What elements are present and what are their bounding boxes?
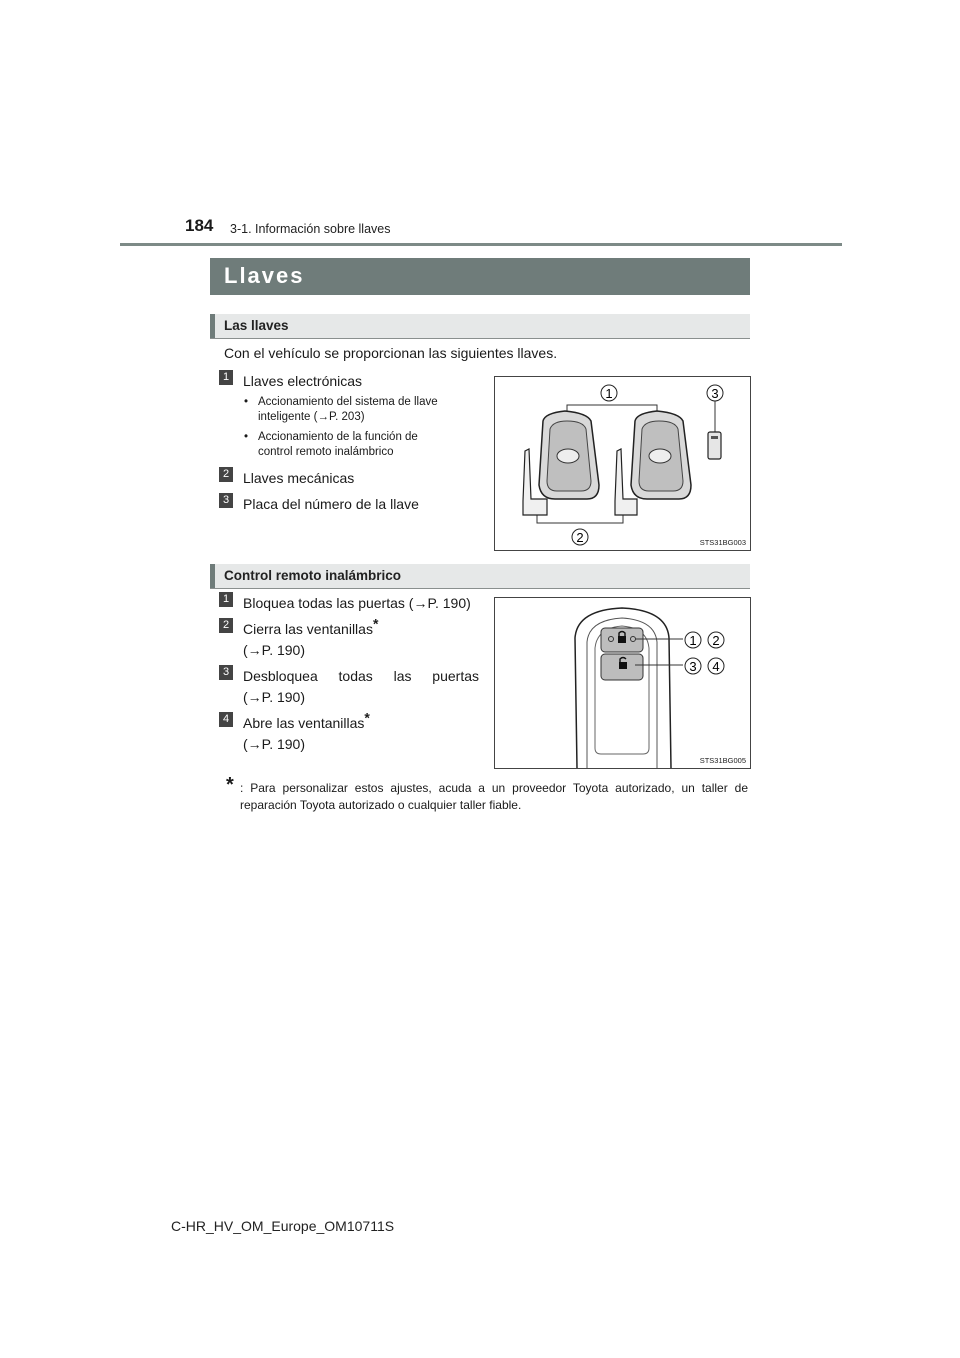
item-title: Llaves mecánicas <box>243 470 355 486</box>
item-text: Abre las ventanillas* <box>243 709 370 731</box>
page-number: 184 <box>185 216 214 235</box>
figure-label: 1 <box>689 633 697 648</box>
number-badge: 3 <box>219 493 233 508</box>
item-title: Placa del número de la llave <box>243 496 419 512</box>
footer-doc-id: C-HR_HV_OM_Europe_OM10711S <box>171 1218 395 1234</box>
remote-figure <box>494 597 751 769</box>
subheading-text: Control remoto inalámbrico <box>224 568 402 583</box>
figure-label: 2 <box>712 633 720 648</box>
bullet-dot-icon: • <box>244 431 249 443</box>
number-badge: 2 <box>219 467 233 482</box>
item-text: Bloquea todas las puertas (→P. 190) <box>243 595 471 611</box>
number-badge: 3 <box>219 665 233 680</box>
subheading-text: Las llaves <box>224 318 289 333</box>
bullet-item: • Accionamiento del sistema de llave inteligente (→P. 203) <box>244 396 438 423</box>
header-rule <box>120 243 842 246</box>
item-text: Desbloquea todas las puertas <box>243 668 479 684</box>
keys-illustration <box>495 377 750 550</box>
asterisk-mark: * <box>226 774 234 796</box>
item-title: Llaves electrónicas <box>243 373 363 389</box>
figure-label: 3 <box>711 386 719 401</box>
item-text: Cierra las ventanillas* <box>243 615 379 637</box>
bullet-item: • Accionamiento de la función de control remoto inalámbrico <box>244 431 418 458</box>
section-label: 3-1. Información sobre llaves <box>230 222 391 236</box>
figure-label: 2 <box>576 530 584 545</box>
figure-label: 1 <box>605 386 613 401</box>
title-bar <box>210 258 750 295</box>
footnote <box>226 774 748 814</box>
page-reference: (→P. 190) <box>243 689 305 705</box>
page-reference: (→P. 190) <box>243 736 305 752</box>
page-title: Llaves <box>224 263 305 288</box>
subheading-las-llaves <box>210 314 750 339</box>
page-reference: (→P. 190) <box>243 642 305 658</box>
bullet-dot-icon: • <box>244 396 249 408</box>
number-badge: 1 <box>219 370 233 385</box>
asterisk-mark: * <box>364 709 370 726</box>
number-badge: 1 <box>219 592 233 607</box>
subheading-control-remoto <box>210 564 750 589</box>
asterisk-mark: * <box>372 615 379 632</box>
figure-code: STS31BG003 <box>699 538 746 547</box>
figure-code: STS31BG005 <box>699 756 746 765</box>
intro-text: Con el vehículo se proporcionan las siguientes llaves. <box>224 345 558 361</box>
figure-label: 3 <box>689 659 697 674</box>
number-badge: 4 <box>219 712 233 727</box>
keys-figure <box>494 376 751 551</box>
remote-illustration <box>495 598 750 768</box>
number-badge: 2 <box>219 618 233 633</box>
footnote-text: : Para personalizar estos ajustes, acuda a un proveedor Toyota autorizado, un taller de reparación Toyota autorizado o cualquier taller fiable. <box>240 781 748 812</box>
figure-label: 4 <box>712 659 720 674</box>
